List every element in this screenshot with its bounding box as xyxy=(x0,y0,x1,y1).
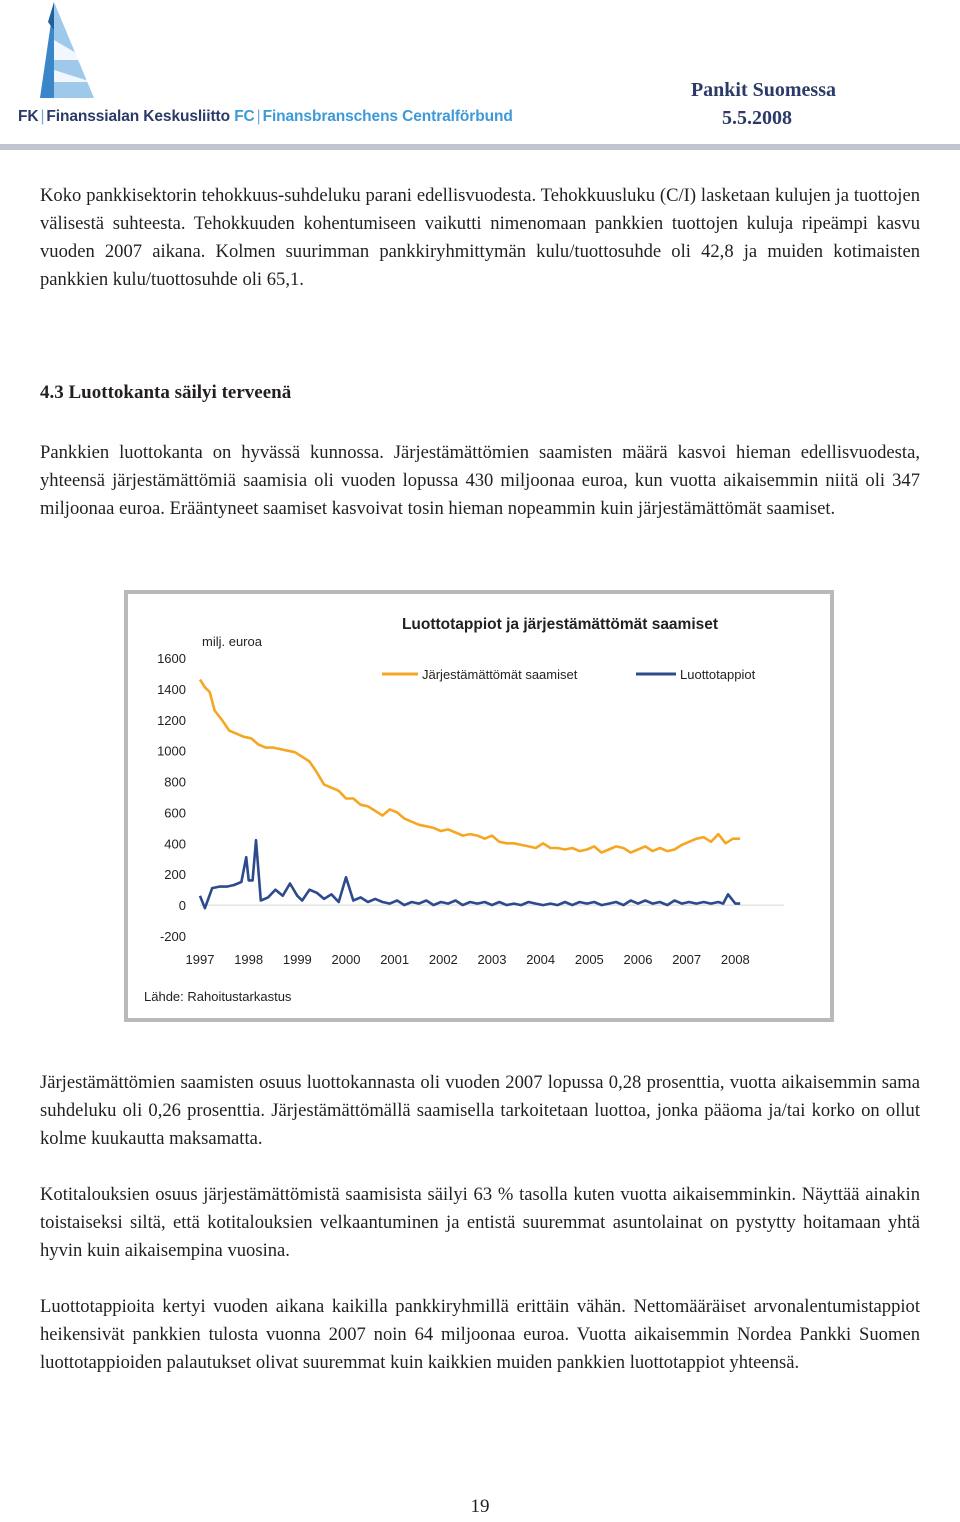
header-divider xyxy=(0,144,960,150)
series-line xyxy=(200,680,740,853)
y-axis-unit-label: milj. euroa xyxy=(202,634,262,649)
paragraph-nonperforming-share: Järjestämättömien saamisten osuus luottokannasta oli vuoden 2007 lopussa 0,28 prosenttia, vuotta aikaisemmin sama suhdeluku oli 0,26 prosenttia. Järjestämättömällä saamisella tarkoitetaan luottoa, jonka pääoma ja/tai korko on ollut kolme kuukautta maksamatta. xyxy=(40,1072,920,1149)
legend-label: Järjestämättömät saamiset xyxy=(422,667,578,682)
x-tick-label: 2003 xyxy=(477,952,507,967)
org-fk: FK xyxy=(18,108,39,125)
x-tick-label: 2002 xyxy=(428,952,458,967)
line-chart xyxy=(124,590,834,1022)
x-tick-label: 1999 xyxy=(282,952,312,967)
org-sv: Finansbranschens Centralförbund xyxy=(262,108,513,125)
x-tick-label: 2000 xyxy=(331,952,361,967)
chart-title: Luottotappiot ja järjestämättömät saamiset xyxy=(401,616,719,633)
y-tick-label: 600 xyxy=(164,805,186,821)
paragraph-efficiency: Koko pankkisektorin tehokkuus-suhdeluku parani edellisvuodesta. Tehokkuusluku (C/I) lasketaan kulujen ja tuottojen välisestä suhteesta. Tehokkuuden kohentumiseen vaikutti nimenomaan pankkien tuottojen kuluja ripeämpi kasvu vuoden 2007 aikana. Kolmen suurimman pankkiryhmittymän kulu/tuottosuhde oli 42,8 ja muiden kotimaisten pankkien kulu/tuottosuhde oli 65,1. xyxy=(40,185,920,290)
y-tick-label: 400 xyxy=(164,836,186,852)
y-tick-label: 800 xyxy=(164,774,186,790)
document-title: Pankit Suomessa xyxy=(690,79,836,101)
x-tick-label: 1997 xyxy=(185,952,215,967)
y-tick-label: 200 xyxy=(164,867,186,883)
x-tick-label: 2008 xyxy=(720,952,750,967)
y-tick-label: 0 xyxy=(178,898,186,914)
chart-source: Lähde: Rahoitustarkastus xyxy=(144,989,292,1004)
page-number: 19 xyxy=(470,1496,490,1517)
paragraph-households: Kotitalouksien osuus järjestämättömistä saamisista säilyi 63 % tasolla kuten vuotta aikaisemminkin. Näyttää ainakin toistaiseksi siltä, että kotitalouksien velkaantuminen ja entistä suuremmat asuntolainat on pystytty hoitamaan yhtä hyvin kuin aikaisempina vuosina. xyxy=(40,1184,920,1261)
paragraph-credit-losses: Luottotappioita kertyi vuoden aikana kaikilla pankkiryhmillä erittäin vähän. Nettomääräiset arvonalentumistappiot heikensivät pankkien tulosta vuonna 2007 noin 64 miljoonaa euroa. Vuotta aikaisemmin Nordea Pankki Suomen luottotappioiden palautukset olivat suuremmat kuin kaikkien muiden pankkien luottotappiot yhteensä. xyxy=(40,1296,920,1373)
series-line xyxy=(200,840,740,908)
y-tick-label: 1400 xyxy=(157,681,186,697)
x-tick-label: 2006 xyxy=(623,952,653,967)
y-tick-label: -200 xyxy=(159,929,186,944)
section-heading: 4.3 Luottokanta säilyi terveenä xyxy=(40,382,292,403)
x-tick-label: 2005 xyxy=(574,952,604,967)
y-tick-label: 1000 xyxy=(157,743,186,759)
x-tick-label: 2004 xyxy=(526,952,556,967)
fk-logo xyxy=(18,0,98,100)
paragraph-credit-quality: Pankkien luottokanta on hyvässä kunnossa. Järjestämättömien saamisten määrä kasvoi hieman edellisvuodesta, yhteensä järjestämättömiä saamisia oli vuoden lopussa 430 miljoonaa euroa, kun vuotta aikaisemmin niitä oli 347 miljoonaa euroa. Erääntyneet saamiset kasvoivat tosin hieman nopeammin kuin järjestämättömät saamiset. xyxy=(40,442,920,519)
y-tick-label: 1200 xyxy=(157,712,186,728)
org-fc: FC xyxy=(234,108,255,125)
organization-name: FK | Finanssialan Keskusliitto FC | Finansbranschens Centralförbund xyxy=(18,108,513,125)
y-tick-label: 1600 xyxy=(157,651,186,666)
document-date: 5.5.2008 xyxy=(722,107,792,129)
org-fi: Finanssialan Keskusliitto xyxy=(46,108,230,125)
legend-label: Luottotappiot xyxy=(680,667,756,682)
x-tick-label: 2001 xyxy=(380,952,410,967)
x-tick-label: 1998 xyxy=(234,952,264,967)
x-tick-label: 2007 xyxy=(672,952,702,967)
